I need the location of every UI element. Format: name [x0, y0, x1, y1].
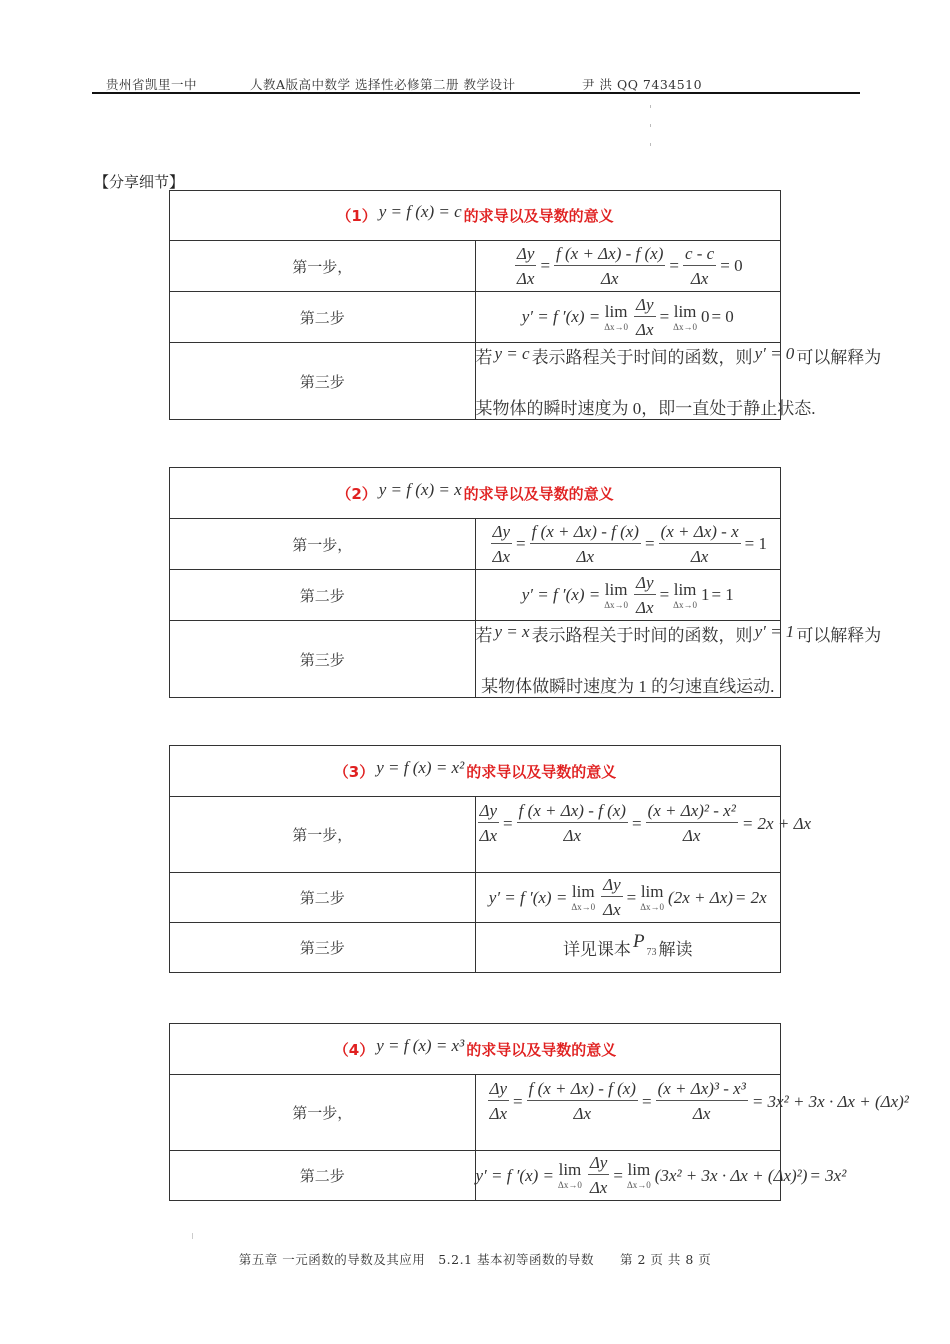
table-title: （2） y = f (x) = x 的求导以及导数的意义 — [170, 468, 781, 519]
derivative-table-3 — [169, 745, 812, 973]
step-3-explanation: 若 y = x 表示路程关于时间的函数，则 y′ = 1 可以解释为 某物体做瞬时速度为 1 的匀速直线运动. — [475, 622, 882, 696]
step-label: 第一步， — [170, 519, 476, 570]
step-2-formula: y′ = f ′(x) = lim Δx→0 $\frac{\Delta y}{\Delta x}$ = lim Δx→0 0 = 0 — [475, 292, 781, 343]
step-2-formula: y′ = f ′(x) = lim Δx→0 $\frac{\Delta y}{\Delta x}$ = lim Δx→0 (2x + Δx) = 2x — [475, 873, 781, 923]
step-1-formula: $\frac{\Delta y}{\Delta x}$ = $\frac{f (x + \Delta x) - f (x)}{\Delta x}$ = $\frac{(x + \Delta x) - x}{\Delta x}$ = 1 — [475, 519, 781, 570]
table-title: （1） y = f (x) = c 的求导以及导数的意义 — [170, 191, 781, 241]
header-school: 贵州省凯里一中 — [106, 77, 198, 92]
section-title: 【分享细节】 — [94, 173, 185, 191]
table-title: （4） y = f (x) = x³ 的求导以及导数的意义 — [170, 1024, 781, 1075]
derivative-table-1 — [169, 190, 882, 420]
step-3-explanation: 详见课本 P73 解读 — [475, 923, 781, 973]
footer-mark — [192, 1233, 193, 1239]
step-label: 第一步， — [170, 797, 476, 873]
header-rule — [92, 92, 860, 94]
step-label: 第一步， — [170, 241, 476, 292]
step-1-formula: $\frac{\Delta y}{\Delta x}$ = $\frac{f (x + \Delta x) - f (x)}{\Delta x}$ = $\frac{\text{(x + Δx)² - x²}}{\Delta x}$ = 2x + Δx — [475, 797, 781, 873]
page-footer: 第五章 一元函数的导数及其应用 5.2.1 基本初等函数的导数 第 2 页 共 8 页 — [238, 1252, 712, 1267]
derivative-table-4 — [169, 1023, 909, 1201]
step-label: 第一步， — [170, 1075, 476, 1151]
step-2-formula: y′ = f ′(x) = lim Δx→0 $\frac{\Delta y}{\Delta x}$ = lim Δx→0 1 = 1 — [475, 570, 781, 621]
step-label: 第二步 — [170, 570, 476, 621]
derivative-table-2 — [169, 467, 882, 698]
step-2-formula: y′ = f ′(x) = lim Δx→0 $\frac{\Delta y}{\Delta x}$ = lim Δx→0 (3x² + 3x · Δx + (Δx)²) = 3x² — [475, 1151, 781, 1201]
step-1-formula: $\frac{\Delta y}{\Delta x}$ = $\frac{f (x + \Delta x) - f (x)}{\Delta x}$ = $\frac{\text{(x + Δx)³ - x³}}{\Delta x}$ = 3x² + 3x · Δx + (Δx)² — [475, 1075, 781, 1151]
page-header — [92, 72, 860, 94]
step-1-formula: $\frac{\Delta y}{\Delta x}$ = $\frac{f (x + \Delta x) - f (x)}{\Delta x}$ = $\frac{c - c}{\Delta x}$ = 0 — [475, 241, 781, 292]
step-3-explanation: 若 y = c 表示路程关于时间的函数，则 y′ = 0 可以解释为 某物体的瞬时速度为 0，即一直处于静止状态. — [475, 344, 882, 418]
header-author: 尹 洪 QQ 7434510 — [582, 77, 703, 92]
step-label: 第二步 — [170, 873, 476, 923]
header-book: 人教A版高中数学 选择性必修第二册 教学设计 — [250, 77, 516, 92]
table-title: （3） y = f (x) = x² 的求导以及导数的意义 — [170, 746, 781, 797]
step-label: 第二步 — [170, 292, 476, 343]
decorative-dots — [650, 105, 654, 162]
step-label: 第三步 — [170, 343, 476, 420]
step-label: 第二步 — [170, 1151, 476, 1201]
step-label: 第三步 — [170, 923, 476, 973]
step-label: 第三步 — [170, 621, 476, 698]
